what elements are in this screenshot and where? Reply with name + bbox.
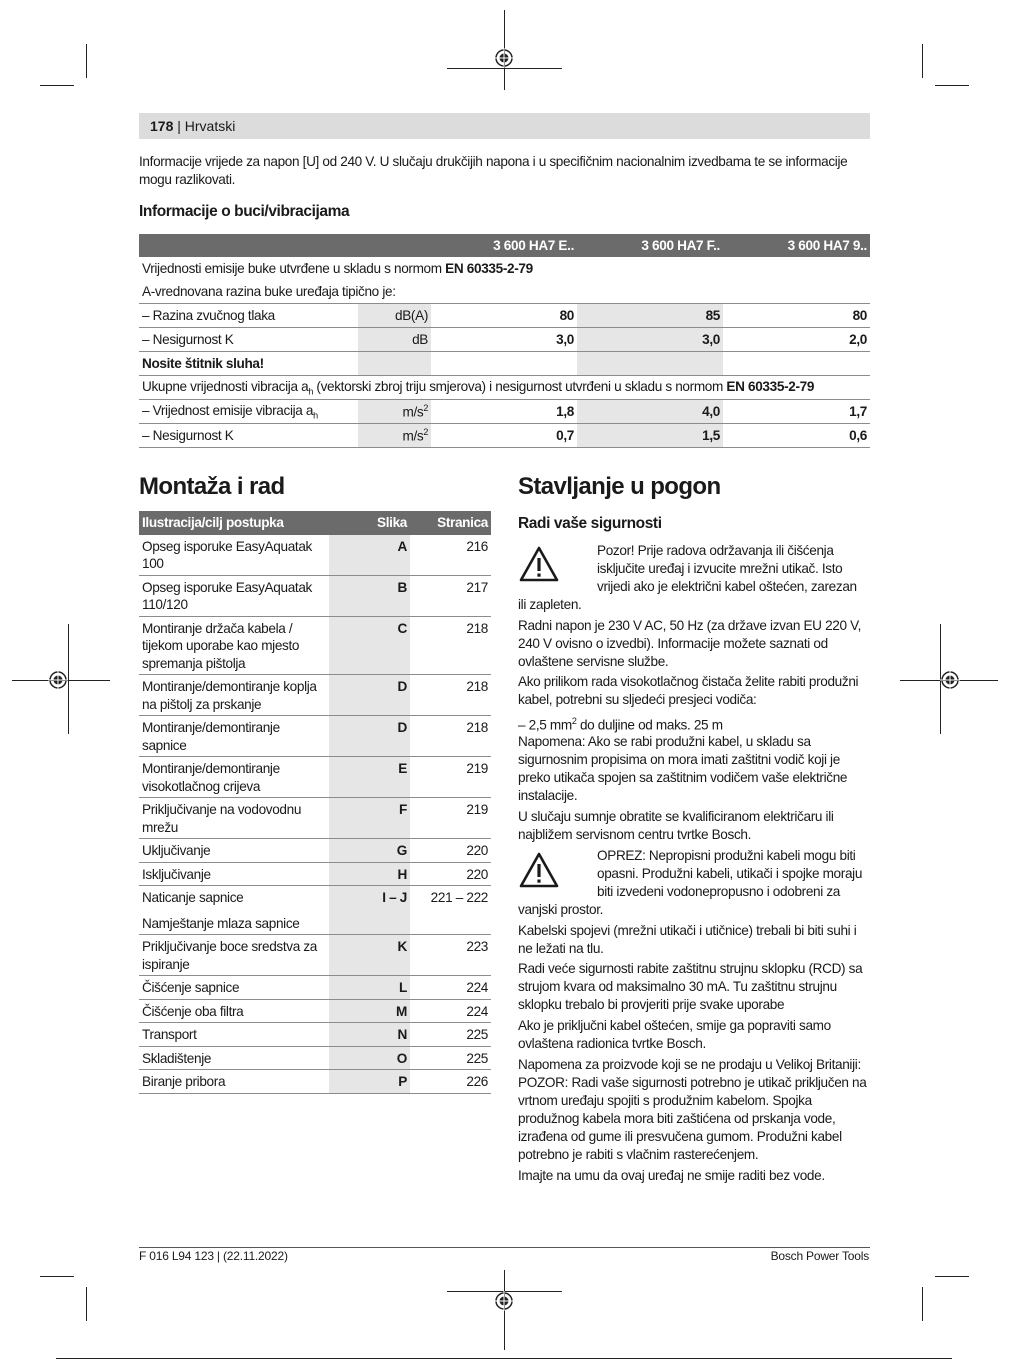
table-row: Čišćenje oba filtra M 224 <box>139 999 491 1023</box>
table-row: Vrijednosti emisije buke utvrđene u skladu s normom EN 60335-2-79 <box>142 261 533 276</box>
footer-brand: Bosch Power Tools <box>770 1249 869 1263</box>
table-row: Transport N 225 <box>139 1023 491 1047</box>
paragraph: Kabelski spojevi (mrežni utikači i utičnice) trebali bi biti suhi i ne ležati na tlu. <box>518 923 857 956</box>
table-row: Montiranje/demontiranje koplja na pištolj za prskanje D 218 <box>139 675 491 716</box>
column-header: 3 600 HA7 9.. <box>723 234 870 257</box>
page-header-bar <box>139 113 870 139</box>
table-row: Montiranje/demontiranje sapnice D 218 <box>139 716 491 757</box>
table-row: Opseg isporuke EasyAquatak 100 A 216 <box>139 535 491 576</box>
column-header: Ilustracija/cilj postupka <box>139 511 329 535</box>
table-header-row <box>139 511 491 535</box>
table-row: Čišćenje sapnice L 224 <box>139 976 491 1000</box>
registration-mark-icon <box>48 670 68 690</box>
table-row: Montiranje držača kabela / tijekom uporabe kao mjesto spremanja pištolja C 218 <box>139 616 491 675</box>
warning-2-tail: vanjski prostor. <box>518 902 604 917</box>
pogon-title: Stavljanje u pogon <box>518 473 721 500</box>
warning-triangle-icon <box>519 852 559 888</box>
registration-mark-icon <box>494 48 514 68</box>
table-row: Opseg isporuke EasyAquatak 110/120 B 217 <box>139 575 491 616</box>
registration-mark-icon <box>494 1291 514 1311</box>
table-row: Priključivanje na vodovodnu mrežu F 219 <box>139 798 491 839</box>
table-row: – Nesigurnost K $m/s^2$ 0,7 1,5 0,6 <box>139 424 870 448</box>
paragraph: U slučaju sumnje obratite se kvalificiranom električaru ili najbližem servisnom centru tvrtke Bosch. <box>518 809 834 842</box>
table-row: Priključivanje boce sredstva za ispiranje K 223 <box>139 935 491 976</box>
montaza-table <box>139 511 491 1094</box>
footer-doc-id: F 016 L94 123 | (22.11.2022) <box>139 1249 288 1263</box>
table-row: Montiranje/demontiranje visokotlačnog crijeva E 219 <box>139 757 491 798</box>
paragraph: Napomena: Ako se rabi produžni kabel, u skladu sa sigurnosnim propisima on mora imati zaštitni vodič koji je preko utikača spojen sa zaštitnim vodičem vaše električne instalacije. <box>518 734 848 803</box>
page-number: 178 <box>150 118 174 134</box>
warning-2: OPREZ: Nepropisni produžni kabeli mogu biti opasni. Produžni kabeli, utikači i spojke moraju biti izvedeni vodonepropusno i odobreni za <box>597 848 863 899</box>
montaza-title: Montaža i rad <box>139 473 285 500</box>
table-row <box>139 280 870 304</box>
column-header: Slika <box>329 511 410 535</box>
language-label: Hrvatski <box>184 118 236 134</box>
intro-paragraph: Informacije vrijede za napon [U] od 240 V. U slučaju drukčijih napona i u specifičnim nacionalnim izvedbama te se informacije mogu razlikovati. <box>139 154 848 187</box>
table-row: – Razina zvučnog tlaka dB(A) 80 85 80 <box>139 304 870 328</box>
paragraph: Ako je priključni kabel oštećen, smije ga popraviti samo ovlaštena radionica tvrtke Bosch. <box>518 1018 831 1051</box>
registration-mark-icon <box>940 670 960 690</box>
table-row: Skladištenje O 225 <box>139 1046 491 1070</box>
safety-subtitle: Radi vaše sigurnosti <box>518 515 662 532</box>
paragraph: Ako prilikom rada visokotlačnog čistača želite rabiti produžni kabel, potrebni su sljedeći presjeci vodiča: <box>518 674 859 707</box>
list-item: – 2,5 $mm^2$ do duljine od maks. 25 m <box>518 716 723 733</box>
table-header-row <box>139 234 870 257</box>
a-weighted-label: A-vrednovana razina buke uređaja tipično je: <box>139 280 870 304</box>
warning-1: Pozor! Prije radova održavanja ili čišćenja isključite uređaj i izvucite mrežni utikač. Isto vrijedi ako je električni kabel oštećen, zarezan <box>597 543 857 594</box>
table-row: – Vrijednost emisije vibracija $a_h$ $m/s^2$ 1,8 4,0 1,7 <box>139 400 870 424</box>
paragraph: Napomena za proizvode koji se ne prodaju u Velikoj Britaniji: POZOR: Radi vaše sigurnosti potrebno je utikač priključen na vrtnom uređaju spojiti s produžnim kabelom. Spojka produžnog kabela mora biti zaštićena od prskanja vode, izrađena od gume ili presvučena gumom. Produžni kabel potrebno je rabiti s vlačnim rasterećenjem. <box>518 1057 867 1162</box>
noise-vibration-table <box>139 234 870 448</box>
table-row <box>139 352 870 376</box>
warning-triangle-icon <box>519 546 559 582</box>
paragraph: Radni napon je 230 V AC, 50 Hz (za države izvan EU 220 V, 240 V ovisno o izvedbi). Informacije možete saznati od ovlaštene servisne službe. <box>518 618 862 669</box>
paragraph: Imajte na umu da ovaj uređaj ne smije raditi bez vode. <box>518 1168 825 1183</box>
table-row: Naticanje sapnice Namještanje mlaza sapnice I – J 221 – 222 <box>139 886 491 935</box>
column-header: 3 600 HA7 F.. <box>577 234 723 257</box>
norm-reference: EN 60335-2-79 <box>726 378 815 394</box>
column-header: 3 600 HA7 E.. <box>431 234 577 257</box>
paragraph: Radi veće sigurnosti rabite zaštitnu strujnu sklopku (RCD) sa strujom kvara od maksimalno 30 mA. Tu zaštitnu strujnu sklopku trebalo bi provjeriti prije svake uporabe <box>518 961 863 1012</box>
page-header: 178 | Hrvatski <box>150 118 236 134</box>
table-row: Isključivanje H 220 <box>139 862 491 886</box>
noise-section-title: Informacije o buci/vibracijama <box>139 203 350 220</box>
footer-divider <box>139 1247 870 1248</box>
table-row: Uključivanje G 220 <box>139 839 491 863</box>
column-header: Stranica <box>410 511 491 535</box>
table-row: Ukupne vrijednosti vibracija $a_h$ (vektorski zbroj triju smjerova) i nesigurnost utvrđeni u skladu s normom EN 60335-2-79 <box>139 376 870 400</box>
hearing-protection-note: Nosite štitnik sluha! <box>139 352 358 376</box>
table-row: – Nesigurnost K dB 3,0 3,0 2,0 <box>139 328 870 352</box>
norm-reference: EN 60335-2-79 <box>445 261 533 276</box>
table-row: Biranje pribora P 226 <box>139 1070 491 1094</box>
warning-1-tail: ili zapleten. <box>518 597 582 612</box>
